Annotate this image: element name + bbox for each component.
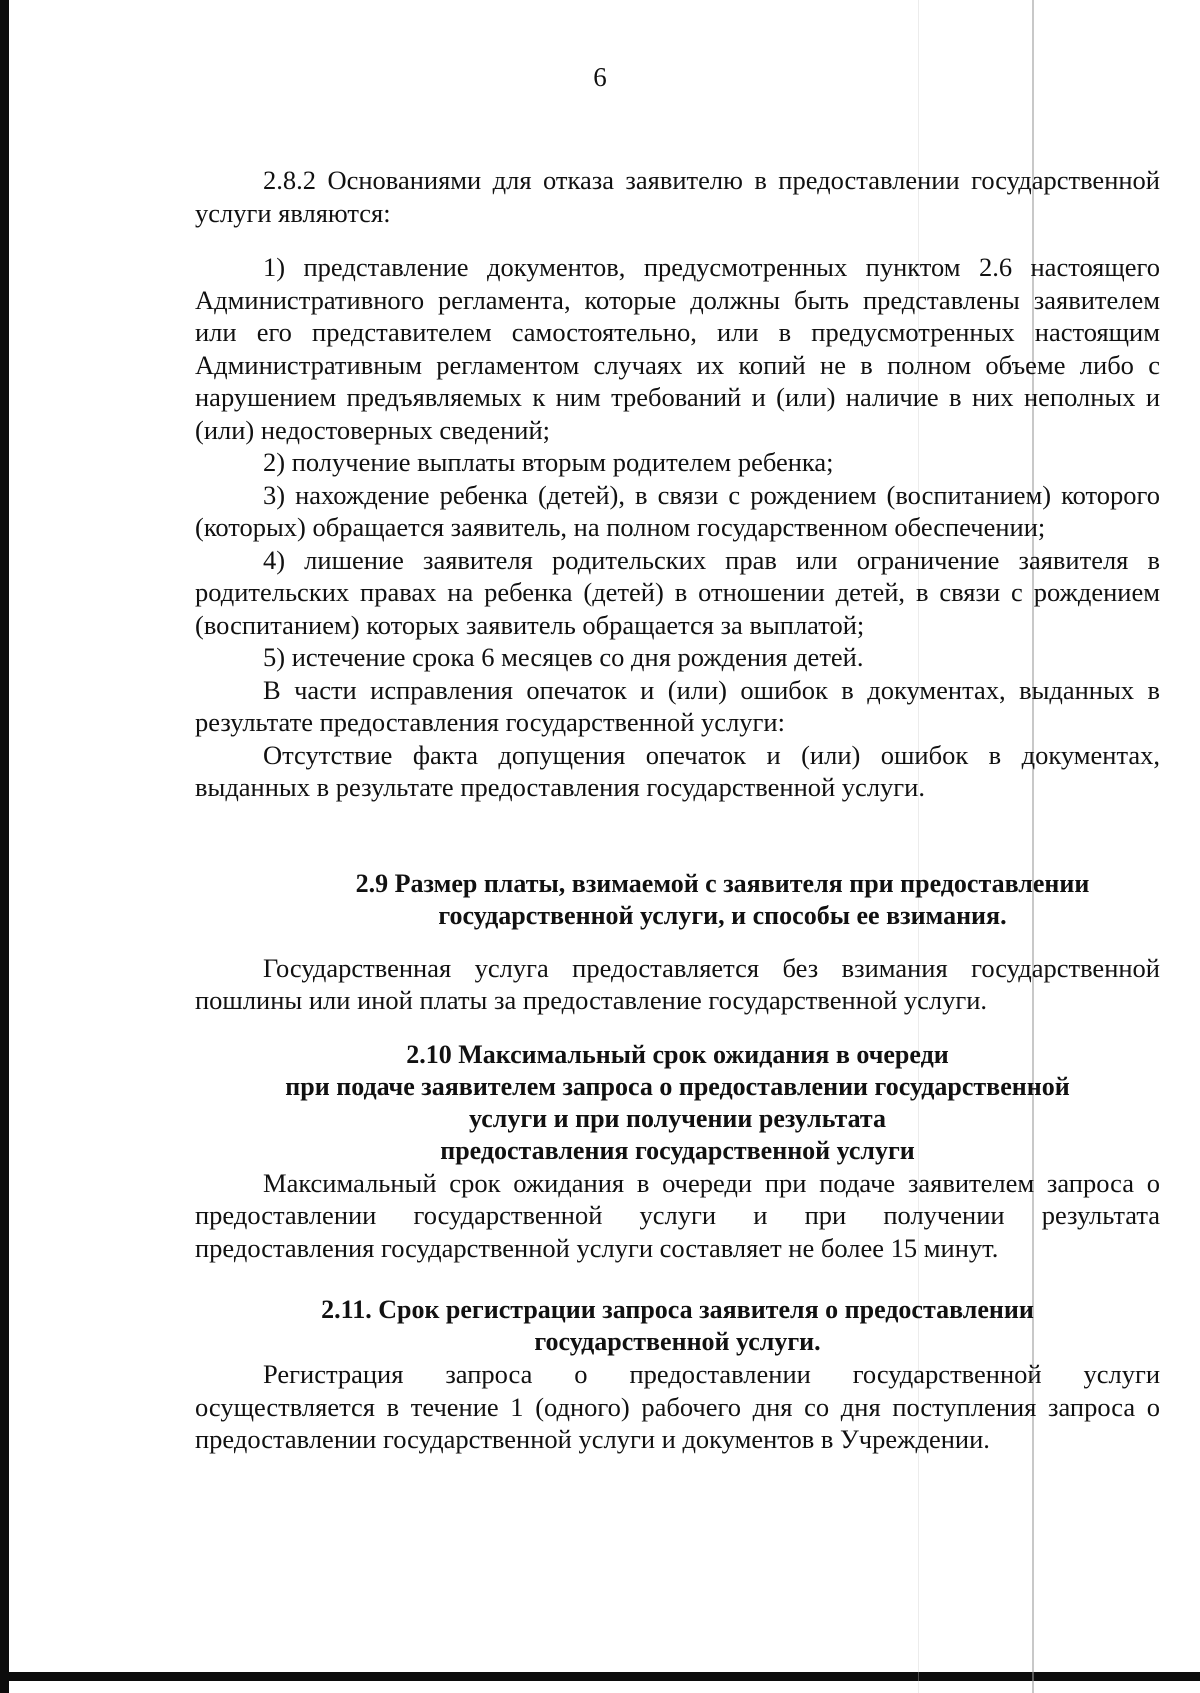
- scan-border-left: [0, 0, 9, 1693]
- refusal-ground-2: 2) получение выплаты вторым родителем ребенка;: [263, 447, 834, 477]
- page-number: 6: [593, 62, 607, 92]
- section-2-9-heading-line2: государственной услуги, и способы ее взимания.: [438, 900, 1007, 930]
- section-2-8-2-intro: 2.8.2 Основаниями для отказа заявителю в предоставлении государственной услуги являются:: [195, 165, 1160, 228]
- section-2-11-heading-line2: государственной услуги.: [534, 1327, 821, 1356]
- section-2-10-heading-line3: услуги и при получении результата: [469, 1103, 886, 1133]
- section-2-11-heading-line1: 2.11. Срок регистрации запроса заявителя о предоставлении: [321, 1295, 1034, 1324]
- section-2-11-text: Регистрация запроса о предоставлении государственной услуги осуществляется в течение 1 (одного) рабочего дня со дня поступления запроса о предоставлении государственной услуги и документов в Учреждении.: [195, 1359, 1160, 1454]
- section-2-10-heading: [195, 1039, 1160, 1167]
- section-2-11-heading: [195, 1294, 1160, 1358]
- section-2-10-heading-line1: 2.10 Максимальный срок ожидания в очереди: [406, 1039, 949, 1069]
- section-2-10-heading-line4: предоставления государственной услуги: [440, 1135, 915, 1165]
- section-2-9-heading-line1: 2.9 Размер платы, взимаемой с заявителя при предоставлении: [355, 868, 1090, 898]
- refusal-ground-4: 4) лишение заявителя родительских прав или ограничение заявителя в родительских правах на ребенка (детей) в отношении детей, в связи с рождением (воспитанием) которых заявитель обращается за выплатой;: [195, 544, 1160, 640]
- refusal-ground-3: 3) нахождение ребенка (детей), в связи с рождением (воспитанием) которого (которых) обращается заявитель, на полном государственном обеспечении;: [195, 479, 1160, 542]
- corrections-intro: В части исправления опечаток и (или) ошибок в документах, выданных в результате предоставления государственной услуги:: [195, 674, 1160, 737]
- section-2-9-text: Государственная услуга предоставляется без взимания государственной пошлины или иной платы за предоставление государственной услуги.: [195, 952, 1160, 1015]
- section-2-10-heading-line2: при подаче заявителем запроса о предоставлении государственной: [285, 1071, 1070, 1101]
- refusal-ground-1: 1) представление документов, предусмотренных пунктом 2.6 настоящего Административного регламента, которые должны быть представлены заявителем или его представителем самостоятельно, или в предусмотренных настоящим Административным регламентом случаях их копий не в полном объеме либо с нарушением предъявляемых к ним требований и (или) наличие в них неполных и (или) недостоверных сведений;: [195, 252, 1160, 445]
- refusal-ground-5: 5) истечение срока 6 месяцев со дня рождения детей.: [263, 642, 864, 672]
- corrections-reason: Отсутствие факта допущения опечаток и (или) ошибок в документах, выданных в результате предоставления государственной услуги.: [195, 739, 1160, 802]
- document-body: [195, 164, 1160, 1456]
- scan-border-bottom: [0, 1672, 1200, 1681]
- section-2-9-heading: [305, 868, 1140, 932]
- section-2-10-text: Максимальный срок ожидания в очереди при подаче заявителем запроса о предоставлении государственной услуги и при получении результата предоставления государственной услуги составляет не более 15 минут.: [195, 1167, 1160, 1263]
